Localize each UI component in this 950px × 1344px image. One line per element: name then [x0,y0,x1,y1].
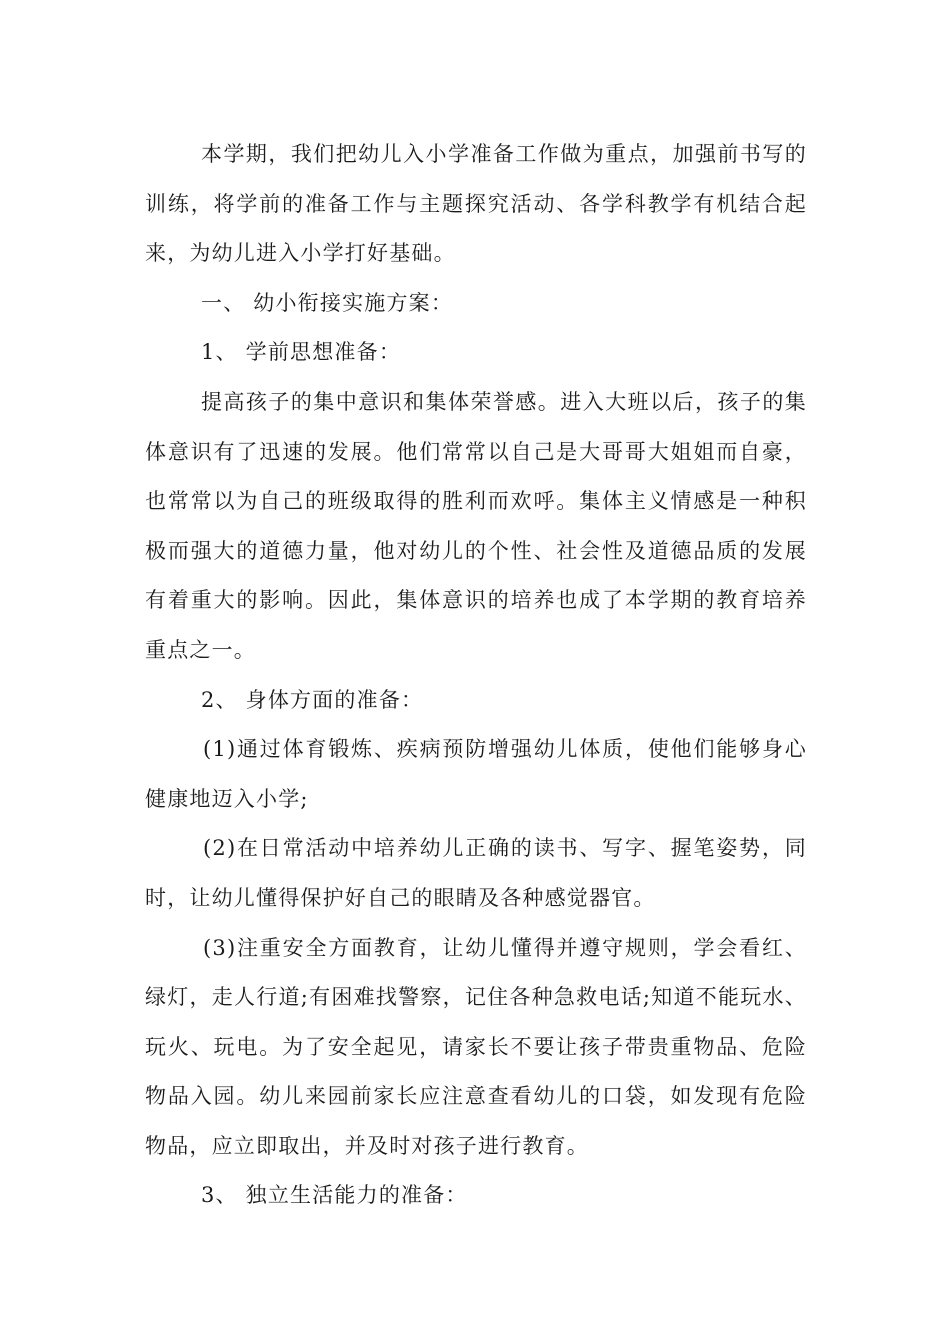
subsection-heading-3: 3、 独立生活能力的准备： [201,1183,468,1208]
subsection-heading-1: 1、 学前思想准备： [201,340,402,365]
section-heading-1: 一、 幼小衔接实施方案： [201,290,454,315]
thought-preparation-paragraph: 提高孩子的集中意识和集体荣誉感。进入大班以后，孩子的集体意识有了迅速的发展。他们常常以自己是大哥哥大姐姐而自豪，也常常以为自己的班级取得的胜利而欢呼。集体主义情感是一种积极而强大的道德力量，他对幼儿的个性、社会性及道德品质的发展有着重大的影响。因此，集体意识的培养也成了本学期的教育培养重点之一。 [145,389,807,662]
body-item-3: (3)注重安全方面教育，让幼儿懂得并遵守规则，学会看红、绿灯，走人行道;有困难找警察，记住各种急救电话;知道不能玩水、玩火、玩电。为了安全起见，请家长不要让孩子带贵重物品、危险物品入园。幼儿来园前家长应注意查看幼儿的口袋，如发现有危险物品，应立即取出，并及时对孩子进行教育。 [145,935,807,1158]
body-item-2: (2)在日常活动中培养幼儿正确的读书、写字、握笔姿势，同时，让幼儿懂得保护好自己的眼睛及各种感觉器官。 [145,836,807,910]
document-body [145,130,807,1221]
intro-paragraph: 本学期，我们把幼儿入小学准备工作做为重点，加强前书写的训练，将学前的准备工作与主题探究活动、各学科教学有机结合起来，为幼儿进入小学打好基础。 [145,142,807,266]
body-item-1: (1)通过体育锻炼、疾病预防增强幼儿体质，使他们能够身心健康地迈入小学; [145,737,807,811]
subsection-heading-2: 2、 身体方面的准备： [201,687,424,712]
